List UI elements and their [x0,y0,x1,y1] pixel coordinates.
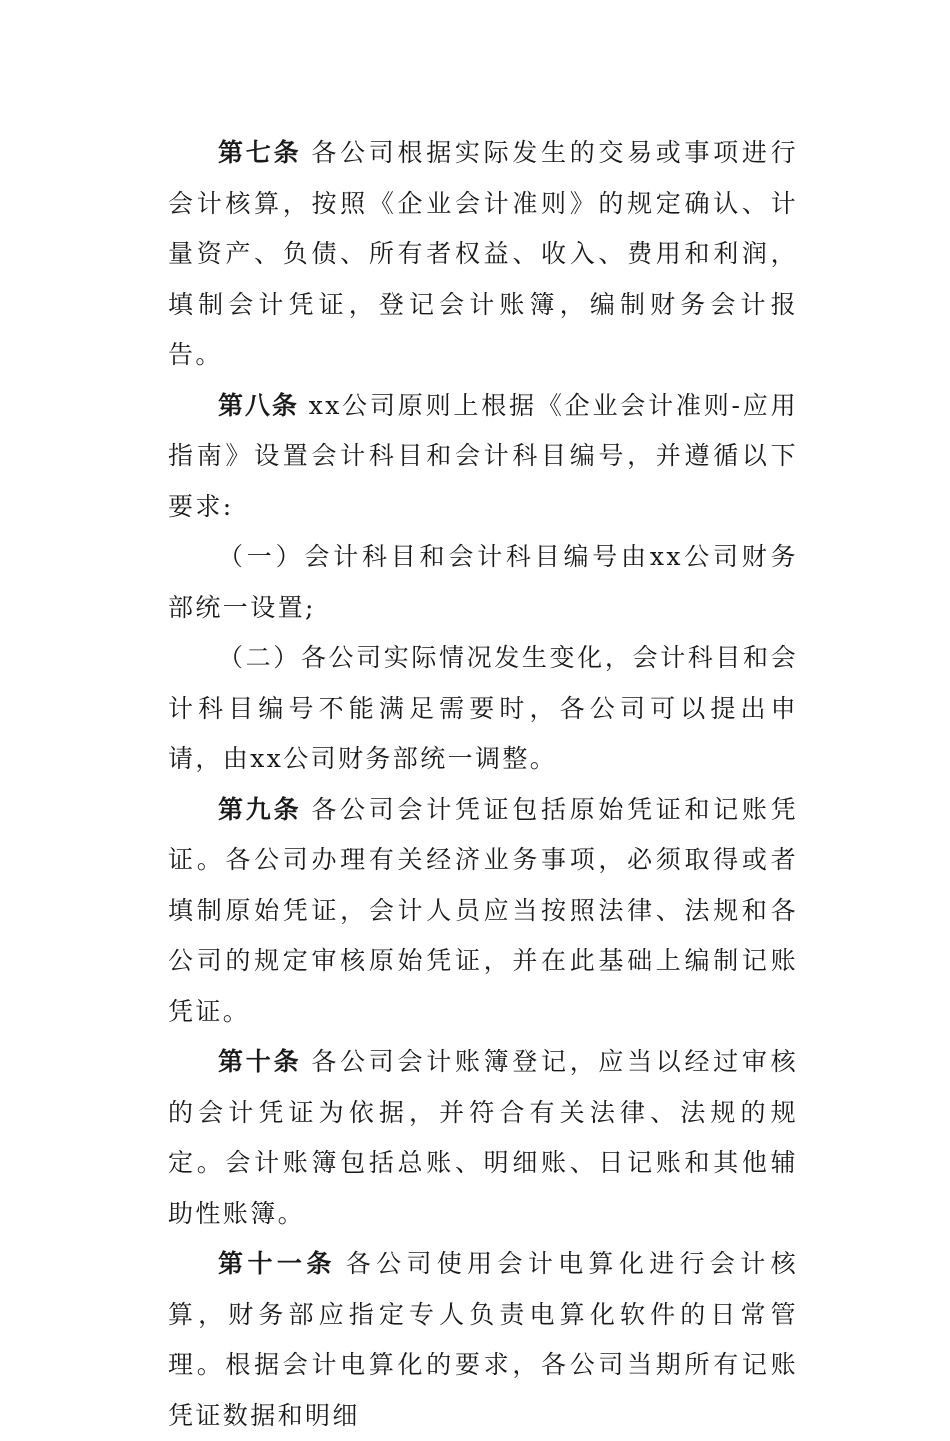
article-text: 各公司使用会计电算化进行会计核算，财务部应指定专人负责电算化软件的日常管理。根据会计电算化的要求，各公司当期所有记账凭证数据和明细 [168,1249,798,1430]
article-8-item-2 [168,633,798,785]
article-9 [168,785,798,1038]
article-heading: 第十条 [218,1047,302,1076]
article-text: xx公司原则上根据《企业会计准则-应用指南》设置会计科目和会计科目编号，并遵循以下要求: [168,390,798,521]
article-10 [168,1037,798,1239]
item-text: （二）各公司实际情况发生变化，会计科目和会计科目编号不能满足需要时，各公司可以提出申请，由xx公司财务部统一调整。 [168,643,798,773]
article-heading: 第十一条 [218,1249,336,1278]
article-text: 各公司会计账簿登记，应当以经过审核的会计凭证为依据，并符合有关法律、法规的规定。会计账簿包括总账、明细账、日记账和其他辅助性账簿。 [168,1047,798,1228]
article-heading: 第八条 [218,390,299,420]
article-11 [168,1239,798,1441]
article-8 [168,381,798,533]
article-heading: 第七条 [218,138,302,167]
article-text: 各公司会计凭证包括原始凭证和记账凭证。各公司办理有关经济业务事项，必须取得或者填制原始凭证，会计人员应当按照法律、法规和各公司的规定审核原始凭证，并在此基础上编制记账凭证。 [168,794,798,1026]
article-7 [168,128,798,381]
article-8-item-1 [168,532,798,633]
item-text: （一）会计科目和会计科目编号由xx公司财务部统一设置; [168,542,798,622]
article-text: 各公司根据实际发生的交易或事项进行会计核算，按照《企业会计准则》的规定确认、计量资产、负债、所有者权益、收入、费用和利润，填制会计凭证，登记会计账簿，编制财务会计报告。 [168,138,798,369]
document-body [168,128,798,1441]
article-heading: 第九条 [218,794,302,824]
